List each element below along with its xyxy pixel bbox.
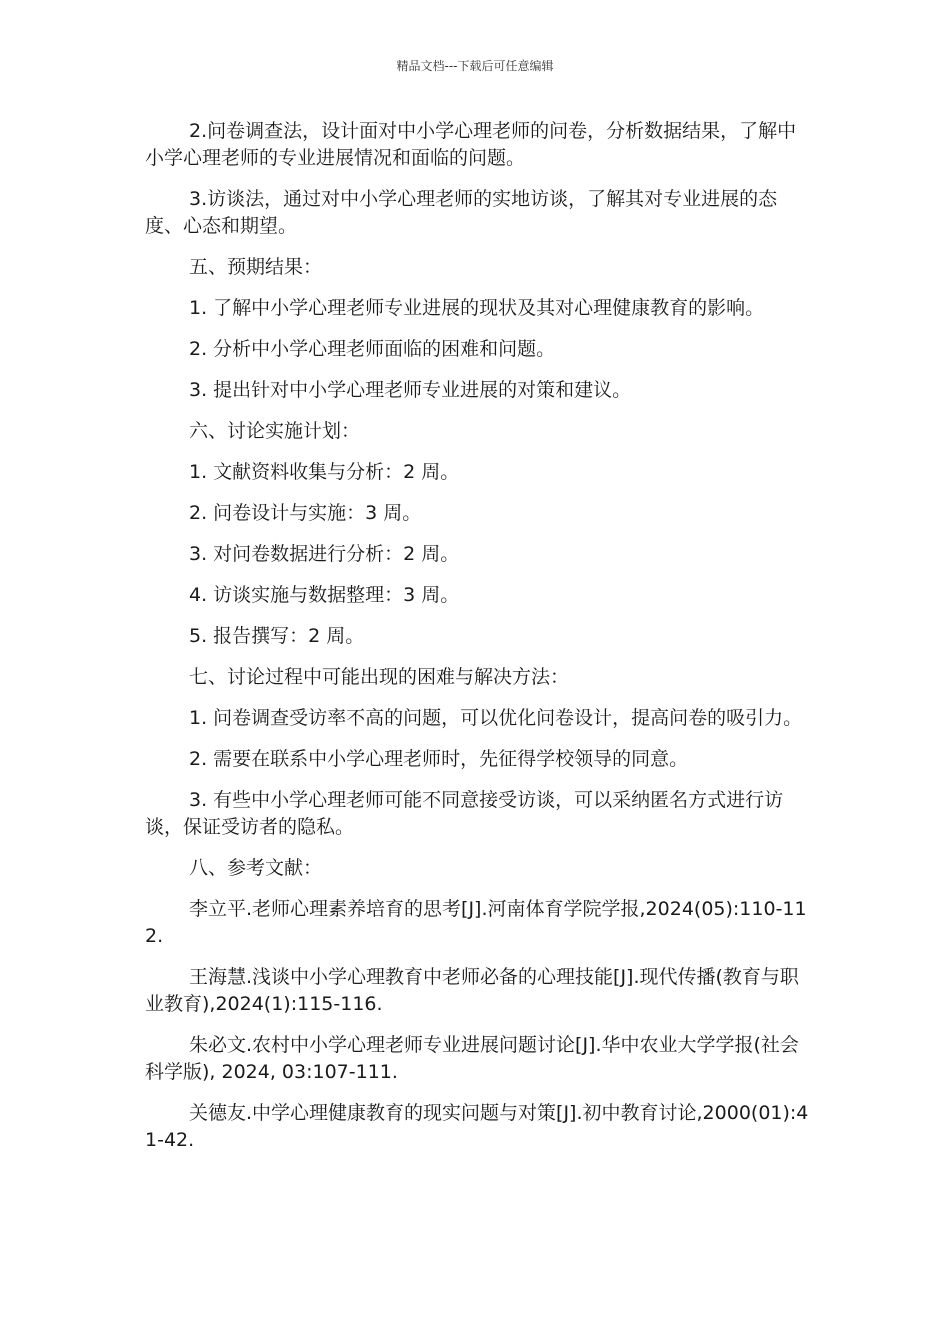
list-item: 3. 提出针对中小学心理老师专业进展的对策和建议。: [189, 379, 632, 401]
list-item: 1. 了解中小学心理老师专业进展的现状及其对心理健康教育的影响。: [189, 297, 765, 319]
section-heading-references: 八、参考文献：: [189, 857, 323, 879]
section-heading-expected-results: 五、预期结果：: [189, 256, 323, 278]
list-item: 1. 文献资料收集与分析：2 周。: [189, 461, 460, 483]
list-item: 1. 问卷调查受访率不高的问题，可以优化问卷设计，提高问卷的吸引力。: [189, 707, 803, 729]
section-heading-difficulties: 七、讨论过程中可能出现的困难与解决方法：: [189, 666, 570, 688]
list-item: 2. 分析中小学心理老师面临的困难和问题。: [189, 338, 556, 360]
reference-item: 李立平.老师心理素养培育的思考[J].河南体育学院学报,2024(05):110-112.: [145, 898, 807, 947]
section-heading-plan: 六、讨论实施计划：: [189, 420, 361, 442]
list-item: 4. 访谈实施与数据整理：3 周。: [189, 584, 460, 606]
document-body: [145, 118, 810, 1168]
list-item: 3. 有些中小学心理老师可能不同意接受访谈，可以采纳匿名方式进行访谈，保证受访者的隐私。: [145, 789, 784, 838]
paragraph-method-interview: 3.访谈法，通过对中小学心理老师的实地访谈，了解其对专业进展的态度、心态和期望。: [145, 188, 778, 237]
paragraph-method-questionnaire: 2.问卷调查法，设计面对中小学心理老师的问卷，分析数据结果，了解中小学心理老师的专业进展情况和面临的问题。: [145, 120, 797, 169]
page-header: 精品文档---下载后可任意编辑: [396, 59, 554, 73]
list-item: 3. 对问卷数据进行分析：2 周。: [189, 543, 460, 565]
reference-item: 朱必文.农村中小学心理老师专业进展问题讨论[J].华中农业大学学报(社会科学版), 2024, 03:107-111.: [145, 1034, 799, 1083]
list-item: 5. 报告撰写：2 周。: [189, 625, 365, 647]
reference-item: 关德友.中学心理健康教育的现实问题与对策[J].初中教育讨论,2000(01):41-42.: [145, 1102, 809, 1151]
list-item: 2. 问卷设计与实施：3 周。: [189, 502, 422, 524]
reference-item: 王海慧.浅谈中小学心理教育中老师必备的心理技能[J].现代传播(教育与职业教育),2024(1):115-116.: [145, 966, 799, 1015]
list-item: 2. 需要在联系中小学心理老师时，先征得学校领导的同意。: [189, 748, 689, 770]
